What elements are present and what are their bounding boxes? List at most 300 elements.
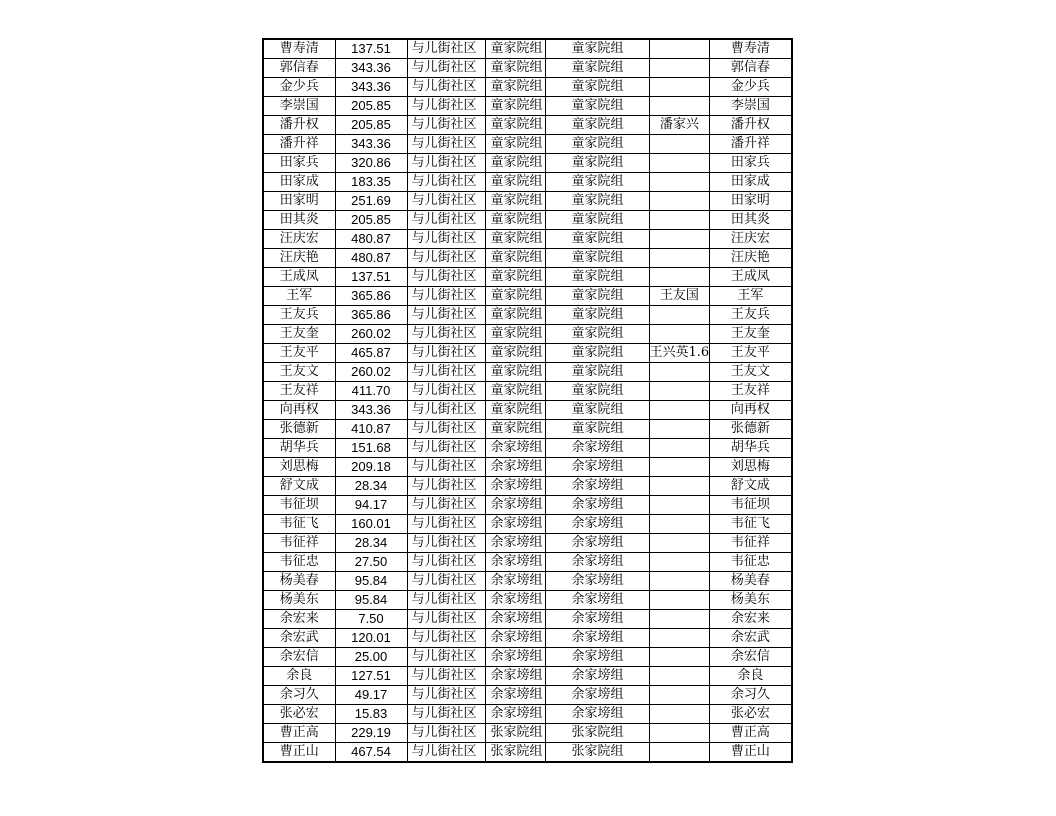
area-cell: 410.87 [335, 420, 407, 439]
note-cell [649, 648, 710, 667]
group-cell: 余家塝组 [485, 705, 545, 724]
area-cell: 28.34 [335, 534, 407, 553]
table-row [263, 572, 792, 591]
table-row [263, 686, 792, 705]
area-cell: 95.84 [335, 572, 407, 591]
owner-cell: 余宏信 [710, 648, 792, 667]
name-cell: 张必宏 [263, 705, 335, 724]
owner-cell: 曹正山 [710, 743, 792, 763]
name-cell: 田家明 [263, 192, 335, 211]
community-cell: 与儿街社区 [407, 610, 485, 629]
community-cell: 与儿街社区 [407, 439, 485, 458]
owner-cell: 曹正高 [710, 724, 792, 743]
note-cell [649, 59, 710, 78]
area-cell: 27.50 [335, 553, 407, 572]
note-cell [649, 667, 710, 686]
name-cell: 韦征忠 [263, 553, 335, 572]
note-cell [649, 211, 710, 230]
owner-cell: 杨美春 [710, 572, 792, 591]
group-cell: 童家院组 [485, 39, 545, 59]
community-cell: 与儿街社区 [407, 154, 485, 173]
note-cell [649, 743, 710, 763]
note-cell [649, 534, 710, 553]
owner-cell: 王成凤 [710, 268, 792, 287]
owner-cell: 汪庆艳 [710, 249, 792, 268]
area-cell: 137.51 [335, 268, 407, 287]
table-row [263, 458, 792, 477]
owner-cell: 王友奎 [710, 325, 792, 344]
group-cell: 余家塝组 [485, 515, 545, 534]
group-cell: 童家院组 [485, 135, 545, 154]
note-cell [649, 724, 710, 743]
group-cell: 余家塝组 [485, 572, 545, 591]
community-cell: 与儿街社区 [407, 116, 485, 135]
community-cell: 与儿街社区 [407, 496, 485, 515]
community-cell: 与儿街社区 [407, 268, 485, 287]
owner-cell: 刘思梅 [710, 458, 792, 477]
area-cell: 343.36 [335, 135, 407, 154]
note-cell [649, 97, 710, 116]
table-row [263, 344, 792, 363]
area-cell: 343.36 [335, 59, 407, 78]
table-row [263, 211, 792, 230]
community-cell: 与儿街社区 [407, 249, 485, 268]
community-cell: 与儿街社区 [407, 458, 485, 477]
area-cell: 95.84 [335, 591, 407, 610]
area-cell: 229.19 [335, 724, 407, 743]
note-cell [649, 705, 710, 724]
owner-cell: 杨美东 [710, 591, 792, 610]
owner-cell: 田家成 [710, 173, 792, 192]
note-cell [649, 192, 710, 211]
table-body [263, 39, 792, 762]
group-detail-cell: 余家塝组 [545, 648, 649, 667]
group-detail-cell: 余家塝组 [545, 439, 649, 458]
owner-cell: 王友祥 [710, 382, 792, 401]
community-cell: 与儿街社区 [407, 135, 485, 154]
area-cell: 260.02 [335, 363, 407, 382]
group-cell: 余家塝组 [485, 610, 545, 629]
group-detail-cell: 童家院组 [545, 344, 649, 363]
owner-cell: 余良 [710, 667, 792, 686]
name-cell: 曹正山 [263, 743, 335, 763]
note-cell [649, 268, 710, 287]
group-detail-cell: 童家院组 [545, 211, 649, 230]
name-cell: 王友文 [263, 363, 335, 382]
table-row [263, 116, 792, 135]
group-detail-cell: 余家塝组 [545, 667, 649, 686]
owner-cell: 汪庆宏 [710, 230, 792, 249]
name-cell: 王成凤 [263, 268, 335, 287]
group-cell: 余家塝组 [485, 591, 545, 610]
area-cell: 320.86 [335, 154, 407, 173]
table-row [263, 173, 792, 192]
owner-cell: 曹寿清 [710, 39, 792, 59]
group-detail-cell: 童家院组 [545, 135, 649, 154]
area-cell: 205.85 [335, 211, 407, 230]
note-cell [649, 477, 710, 496]
name-cell: 杨美东 [263, 591, 335, 610]
name-cell: 潘升祥 [263, 135, 335, 154]
community-cell: 与儿街社区 [407, 534, 485, 553]
community-cell: 与儿街社区 [407, 78, 485, 97]
owner-cell: 潘升权 [710, 116, 792, 135]
group-detail-cell: 余家塝组 [545, 629, 649, 648]
area-cell: 205.85 [335, 116, 407, 135]
note-cell [649, 591, 710, 610]
group-cell: 童家院组 [485, 78, 545, 97]
group-cell: 童家院组 [485, 97, 545, 116]
group-detail-cell: 童家院组 [545, 306, 649, 325]
owner-cell: 韦征祥 [710, 534, 792, 553]
group-detail-cell: 余家塝组 [545, 686, 649, 705]
area-cell: 209.18 [335, 458, 407, 477]
community-cell: 与儿街社区 [407, 401, 485, 420]
area-cell: 7.50 [335, 610, 407, 629]
note-cell [649, 420, 710, 439]
group-detail-cell: 童家院组 [545, 287, 649, 306]
note-cell [649, 610, 710, 629]
group-cell: 余家塝组 [485, 477, 545, 496]
group-cell: 童家院组 [485, 230, 545, 249]
table-row [263, 135, 792, 154]
table-row [263, 39, 792, 59]
table-row [263, 743, 792, 763]
name-cell: 潘升权 [263, 116, 335, 135]
note-cell: 王友国 [649, 287, 710, 306]
community-cell: 与儿街社区 [407, 553, 485, 572]
owner-cell: 张必宏 [710, 705, 792, 724]
note-cell [649, 686, 710, 705]
owner-cell: 余宏武 [710, 629, 792, 648]
group-cell: 童家院组 [485, 287, 545, 306]
area-cell: 411.70 [335, 382, 407, 401]
name-cell: 郭信春 [263, 59, 335, 78]
group-cell: 童家院组 [485, 154, 545, 173]
community-cell: 与儿街社区 [407, 477, 485, 496]
owner-cell: 李崇国 [710, 97, 792, 116]
name-cell: 余良 [263, 667, 335, 686]
area-cell: 480.87 [335, 249, 407, 268]
name-cell: 舒文成 [263, 477, 335, 496]
group-detail-cell: 童家院组 [545, 325, 649, 344]
area-cell: 94.17 [335, 496, 407, 515]
area-cell: 480.87 [335, 230, 407, 249]
name-cell: 韦征飞 [263, 515, 335, 534]
area-cell: 343.36 [335, 78, 407, 97]
table-row [263, 325, 792, 344]
owner-cell: 余习久 [710, 686, 792, 705]
community-cell: 与儿街社区 [407, 686, 485, 705]
community-cell: 与儿街社区 [407, 39, 485, 59]
group-detail-cell: 童家院组 [545, 420, 649, 439]
table-row [263, 59, 792, 78]
area-cell: 365.86 [335, 306, 407, 325]
note-cell [649, 515, 710, 534]
name-cell: 王友奎 [263, 325, 335, 344]
owner-cell: 韦征忠 [710, 553, 792, 572]
community-cell: 与儿街社区 [407, 515, 485, 534]
name-cell: 曹正高 [263, 724, 335, 743]
note-cell [649, 230, 710, 249]
table-row [263, 78, 792, 97]
table-row [263, 154, 792, 173]
area-cell: 465.87 [335, 344, 407, 363]
group-cell: 童家院组 [485, 344, 545, 363]
group-detail-cell: 童家院组 [545, 154, 649, 173]
name-cell: 田其炎 [263, 211, 335, 230]
group-cell: 余家塝组 [485, 629, 545, 648]
area-cell: 467.54 [335, 743, 407, 763]
group-detail-cell: 童家院组 [545, 39, 649, 59]
community-cell: 与儿街社区 [407, 363, 485, 382]
owner-cell: 金少兵 [710, 78, 792, 97]
group-cell: 余家塝组 [485, 686, 545, 705]
owner-cell: 田其炎 [710, 211, 792, 230]
group-cell: 童家院组 [485, 192, 545, 211]
land-record-table [262, 38, 793, 763]
group-cell: 童家院组 [485, 401, 545, 420]
name-cell: 韦征祥 [263, 534, 335, 553]
table-row [263, 401, 792, 420]
note-cell [649, 249, 710, 268]
group-cell: 张家院组 [485, 743, 545, 763]
name-cell: 张德新 [263, 420, 335, 439]
owner-cell: 田家明 [710, 192, 792, 211]
owner-cell: 张德新 [710, 420, 792, 439]
name-cell: 汪庆宏 [263, 230, 335, 249]
group-detail-cell: 余家塝组 [545, 553, 649, 572]
area-cell: 183.35 [335, 173, 407, 192]
note-cell [649, 629, 710, 648]
table-row [263, 382, 792, 401]
group-detail-cell: 余家塝组 [545, 534, 649, 553]
note-cell [649, 439, 710, 458]
table-row [263, 192, 792, 211]
name-cell: 王友兵 [263, 306, 335, 325]
community-cell: 与儿街社区 [407, 667, 485, 686]
group-detail-cell: 童家院组 [545, 363, 649, 382]
area-cell: 25.00 [335, 648, 407, 667]
group-cell: 童家院组 [485, 382, 545, 401]
owner-cell: 郭信春 [710, 59, 792, 78]
group-cell: 童家院组 [485, 325, 545, 344]
owner-cell: 田家兵 [710, 154, 792, 173]
name-cell: 田家兵 [263, 154, 335, 173]
area-cell: 260.02 [335, 325, 407, 344]
note-cell [649, 306, 710, 325]
group-cell: 童家院组 [485, 59, 545, 78]
group-detail-cell: 童家院组 [545, 382, 649, 401]
table-row [263, 534, 792, 553]
group-cell: 余家塝组 [485, 534, 545, 553]
name-cell: 金少兵 [263, 78, 335, 97]
community-cell: 与儿街社区 [407, 344, 485, 363]
table-row [263, 705, 792, 724]
group-detail-cell: 童家院组 [545, 268, 649, 287]
table-row [263, 610, 792, 629]
community-cell: 与儿街社区 [407, 572, 485, 591]
community-cell: 与儿街社区 [407, 648, 485, 667]
group-detail-cell: 余家塝组 [545, 591, 649, 610]
name-cell: 李崇国 [263, 97, 335, 116]
area-cell: 120.01 [335, 629, 407, 648]
name-cell: 王友祥 [263, 382, 335, 401]
table-row [263, 477, 792, 496]
name-cell: 向再权 [263, 401, 335, 420]
note-cell [649, 173, 710, 192]
name-cell: 王军 [263, 287, 335, 306]
table-row [263, 496, 792, 515]
name-cell: 杨美春 [263, 572, 335, 591]
owner-cell: 王友兵 [710, 306, 792, 325]
area-cell: 160.01 [335, 515, 407, 534]
group-detail-cell: 童家院组 [545, 249, 649, 268]
area-cell: 28.34 [335, 477, 407, 496]
group-cell: 余家塝组 [485, 496, 545, 515]
area-cell: 251.69 [335, 192, 407, 211]
note-cell: 潘家兴 [649, 116, 710, 135]
group-cell: 童家院组 [485, 116, 545, 135]
group-cell: 童家院组 [485, 249, 545, 268]
community-cell: 与儿街社区 [407, 382, 485, 401]
group-detail-cell: 童家院组 [545, 401, 649, 420]
table-row [263, 268, 792, 287]
owner-cell: 韦征飞 [710, 515, 792, 534]
community-cell: 与儿街社区 [407, 306, 485, 325]
area-cell: 343.36 [335, 401, 407, 420]
group-cell: 童家院组 [485, 363, 545, 382]
group-cell: 余家塝组 [485, 439, 545, 458]
group-detail-cell: 童家院组 [545, 59, 649, 78]
group-detail-cell: 童家院组 [545, 173, 649, 192]
group-cell: 童家院组 [485, 173, 545, 192]
note-cell [649, 363, 710, 382]
table-row [263, 553, 792, 572]
group-cell: 童家院组 [485, 268, 545, 287]
group-detail-cell: 余家塝组 [545, 496, 649, 515]
table-row [263, 363, 792, 382]
table-row [263, 724, 792, 743]
community-cell: 与儿街社区 [407, 97, 485, 116]
owner-cell: 潘升祥 [710, 135, 792, 154]
note-cell [649, 325, 710, 344]
name-cell: 余习久 [263, 686, 335, 705]
group-detail-cell: 余家塝组 [545, 458, 649, 477]
group-cell: 余家塝组 [485, 667, 545, 686]
group-detail-cell: 张家院组 [545, 724, 649, 743]
area-cell: 127.51 [335, 667, 407, 686]
area-cell: 137.51 [335, 39, 407, 59]
community-cell: 与儿街社区 [407, 743, 485, 763]
group-cell: 张家院组 [485, 724, 545, 743]
group-detail-cell: 童家院组 [545, 78, 649, 97]
group-cell: 余家塝组 [485, 648, 545, 667]
table-row [263, 648, 792, 667]
table-row [263, 230, 792, 249]
owner-cell: 王军 [710, 287, 792, 306]
note-cell [649, 496, 710, 515]
owner-cell: 余宏来 [710, 610, 792, 629]
note-cell [649, 572, 710, 591]
group-detail-cell: 童家院组 [545, 116, 649, 135]
note-cell [649, 458, 710, 477]
area-cell: 151.68 [335, 439, 407, 458]
community-cell: 与儿街社区 [407, 173, 485, 192]
table-row [263, 591, 792, 610]
note-cell [649, 154, 710, 173]
note-cell [649, 382, 710, 401]
note-cell [649, 78, 710, 97]
community-cell: 与儿街社区 [407, 705, 485, 724]
group-detail-cell: 余家塝组 [545, 515, 649, 534]
owner-cell: 向再权 [710, 401, 792, 420]
community-cell: 与儿街社区 [407, 230, 485, 249]
group-detail-cell: 余家塝组 [545, 610, 649, 629]
table-row [263, 667, 792, 686]
community-cell: 与儿街社区 [407, 420, 485, 439]
group-detail-cell: 余家塝组 [545, 705, 649, 724]
note-cell [649, 401, 710, 420]
group-cell: 余家塝组 [485, 553, 545, 572]
community-cell: 与儿街社区 [407, 211, 485, 230]
table-row [263, 287, 792, 306]
owner-cell: 韦征坝 [710, 496, 792, 515]
name-cell: 余宏武 [263, 629, 335, 648]
group-cell: 童家院组 [485, 306, 545, 325]
owner-cell: 王友文 [710, 363, 792, 382]
owner-cell: 胡华兵 [710, 439, 792, 458]
area-cell: 205.85 [335, 97, 407, 116]
area-cell: 49.17 [335, 686, 407, 705]
community-cell: 与儿街社区 [407, 724, 485, 743]
group-detail-cell: 余家塝组 [545, 477, 649, 496]
community-cell: 与儿街社区 [407, 629, 485, 648]
name-cell: 韦征坝 [263, 496, 335, 515]
group-cell: 余家塝组 [485, 458, 545, 477]
table-row [263, 306, 792, 325]
community-cell: 与儿街社区 [407, 287, 485, 306]
table-row [263, 420, 792, 439]
table-row [263, 515, 792, 534]
area-cell: 15.83 [335, 705, 407, 724]
table-row [263, 629, 792, 648]
table-row [263, 439, 792, 458]
note-cell [649, 39, 710, 59]
note-cell [649, 553, 710, 572]
community-cell: 与儿街社区 [407, 59, 485, 78]
group-detail-cell: 童家院组 [545, 192, 649, 211]
note-cell [649, 135, 710, 154]
community-cell: 与儿街社区 [407, 325, 485, 344]
group-detail-cell: 余家塝组 [545, 572, 649, 591]
name-cell: 汪庆艳 [263, 249, 335, 268]
owner-cell: 王友平 [710, 344, 792, 363]
group-detail-cell: 张家院组 [545, 743, 649, 763]
group-detail-cell: 童家院组 [545, 97, 649, 116]
name-cell: 王友平 [263, 344, 335, 363]
group-cell: 童家院组 [485, 211, 545, 230]
name-cell: 余宏来 [263, 610, 335, 629]
community-cell: 与儿街社区 [407, 192, 485, 211]
owner-cell: 舒文成 [710, 477, 792, 496]
community-cell: 与儿街社区 [407, 591, 485, 610]
name-cell: 田家成 [263, 173, 335, 192]
name-cell: 胡华兵 [263, 439, 335, 458]
note-cell: 王兴英1.6 [649, 344, 710, 363]
table-row [263, 97, 792, 116]
table-row [263, 249, 792, 268]
